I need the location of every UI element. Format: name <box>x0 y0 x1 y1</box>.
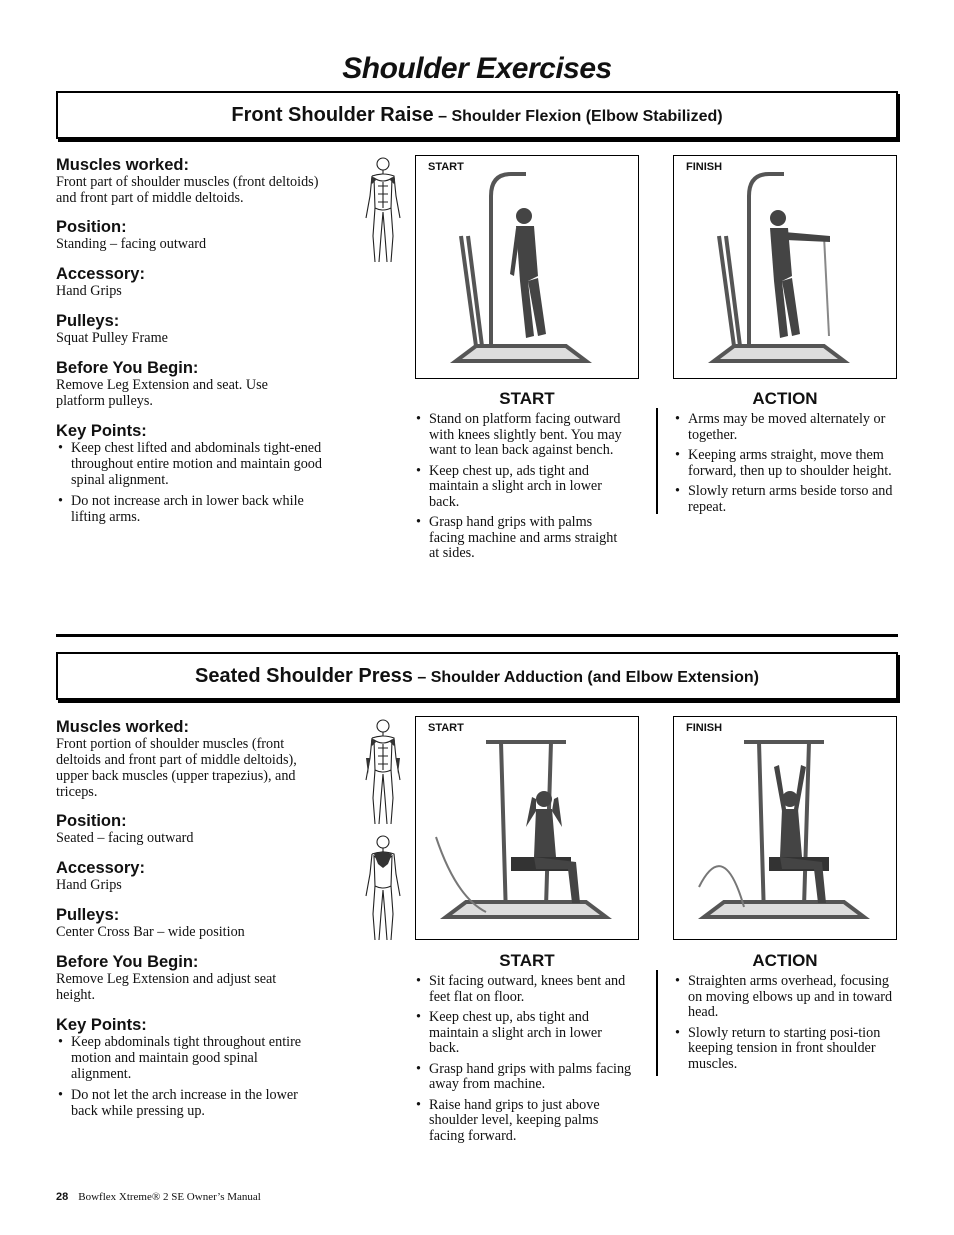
list-item: • Grasp hand grips with palms facing machine and arms straight at sides. <box>414 515 624 562</box>
list-item: • Keep chest up, abs tight and maintain a slight arch in lower back. <box>414 1010 632 1057</box>
list-item: • Keep chest up, ads tight and maintain a slight arch in lower back. <box>414 464 624 511</box>
action-steps-list <box>673 974 895 1077</box>
before-label: Before You Begin: <box>56 359 199 377</box>
position-label: Position: <box>56 812 127 830</box>
muscles-label: Muscles worked: <box>56 156 189 174</box>
page-title: Shoulder Exercises <box>342 52 612 85</box>
muscles-text: Front portion of shoulder muscles (front deltoids and front part of middle deltoids), upper back muscles (upper trapezius), and triceps. <box>56 736 297 800</box>
exercise-header-seated-shoulder-press <box>56 652 898 700</box>
position-label: Position: <box>56 218 127 236</box>
page-number: 28 <box>56 1191 69 1203</box>
exercise-subtitle: – Shoulder Adduction (and Elbow Extension) <box>417 669 759 686</box>
key-points-list <box>56 440 336 525</box>
exercise-finish-illustration <box>674 717 897 940</box>
manual-title: Bowflex Xtreme® 2 SE Owner’s Manual <box>78 1191 261 1203</box>
list-item: • Slowly return to starting posi-tion keeping tension in front shoulder muscles. <box>673 1026 895 1073</box>
exercise-header-front-shoulder-raise <box>56 91 898 139</box>
column-divider <box>656 970 658 1076</box>
pulleys-text: Squat Pulley Frame <box>56 330 168 346</box>
list-item: • Keeping arms straight, move them forward, then up to shoulder height. <box>673 448 901 479</box>
list-item: • Sit facing outward, knees bent and feet flat on floor. <box>414 974 632 1005</box>
anatomy-back-figure <box>360 834 406 944</box>
exercise-info-panel <box>56 718 346 1124</box>
photo-start-label: START <box>428 722 464 734</box>
list-item: • Do not increase arch in lower back while lifting arms. <box>56 493 336 525</box>
exercise-subtitle: – Shoulder Flexion (Elbow Stabilized) <box>438 108 723 125</box>
exercise-start-illustration <box>416 156 639 379</box>
section-divider <box>56 634 898 637</box>
photo-start-front-raise <box>415 155 639 379</box>
list-item: • Raise hand grips to just above shoulder level, keeping palms facing forward. <box>414 1098 632 1145</box>
exercise-name: Front Shoulder Raise <box>231 104 434 126</box>
key-points-label: Key Points: <box>56 422 147 440</box>
exercise-finish-illustration <box>674 156 897 379</box>
photo-start-shoulder-press <box>415 716 639 940</box>
action-steps-list <box>673 412 901 520</box>
position-text: Seated – facing outward <box>56 830 194 846</box>
photo-finish-shoulder-press <box>673 716 897 940</box>
list-item: • Do not let the arch increase in the lower back while pressing up. <box>56 1087 311 1119</box>
before-text: Remove Leg Extension and adjust seat height. <box>56 971 277 1003</box>
photo-finish-label: FINISH <box>686 722 723 734</box>
exercise-info-panel <box>56 156 346 530</box>
start-steps-list <box>414 412 624 567</box>
before-label: Before You Begin: <box>56 953 199 971</box>
pulleys-label: Pulleys: <box>56 312 120 330</box>
key-points-list <box>56 1034 311 1119</box>
action-heading: ACTION <box>752 951 818 970</box>
start-heading: START <box>499 389 555 408</box>
pulleys-text: Center Cross Bar – wide position <box>56 924 245 940</box>
pulleys-label: Pulleys: <box>56 906 120 924</box>
list-item: • Straighten arms overhead, focusing on moving elbows up and in toward head. <box>673 974 895 1021</box>
muscles-label: Muscles worked: <box>56 718 189 736</box>
before-text: Remove Leg Extension and seat. Use platform pulleys. <box>56 377 268 409</box>
photo-finish-front-raise <box>673 155 897 379</box>
page-footer <box>56 1191 261 1203</box>
muscles-text: Front part of shoulder muscles (front deltoids) and front part of middle deltoids. <box>56 174 319 206</box>
accessory-text: Hand Grips <box>56 877 122 893</box>
key-points-label: Key Points: <box>56 1016 147 1034</box>
exercise-start-illustration <box>416 717 639 940</box>
action-heading: ACTION <box>752 389 818 408</box>
list-item: • Slowly return arms beside torso and repeat. <box>673 484 901 515</box>
accessory-text: Hand Grips <box>56 283 122 299</box>
position-text: Standing – facing outward <box>56 236 207 252</box>
accessory-label: Accessory: <box>56 265 145 283</box>
start-steps-list <box>414 974 632 1149</box>
list-item: • Keep chest lifted and abdominals tight-ened throughout entire motion and maintain good spinal alignment. <box>56 440 336 488</box>
accessory-label: Accessory: <box>56 859 145 877</box>
list-item: • Stand on platform facing outward with knees slightly bent. You may want to lean back against bench. <box>414 412 624 459</box>
list-item: • Arms may be moved alternately or together. <box>673 412 901 443</box>
photo-start-label: START <box>428 161 464 173</box>
start-heading: START <box>499 951 555 970</box>
exercise-name: Seated Shoulder Press <box>195 665 413 687</box>
list-item: • Grasp hand grips with palms facing away from machine. <box>414 1062 632 1093</box>
anatomy-front-figure <box>360 718 406 828</box>
column-divider <box>656 408 658 514</box>
list-item: • Keep abdominals tight throughout entire motion and maintain good spinal alignment. <box>56 1034 311 1082</box>
anatomy-front-figure <box>360 156 406 266</box>
photo-finish-label: FINISH <box>686 161 723 173</box>
